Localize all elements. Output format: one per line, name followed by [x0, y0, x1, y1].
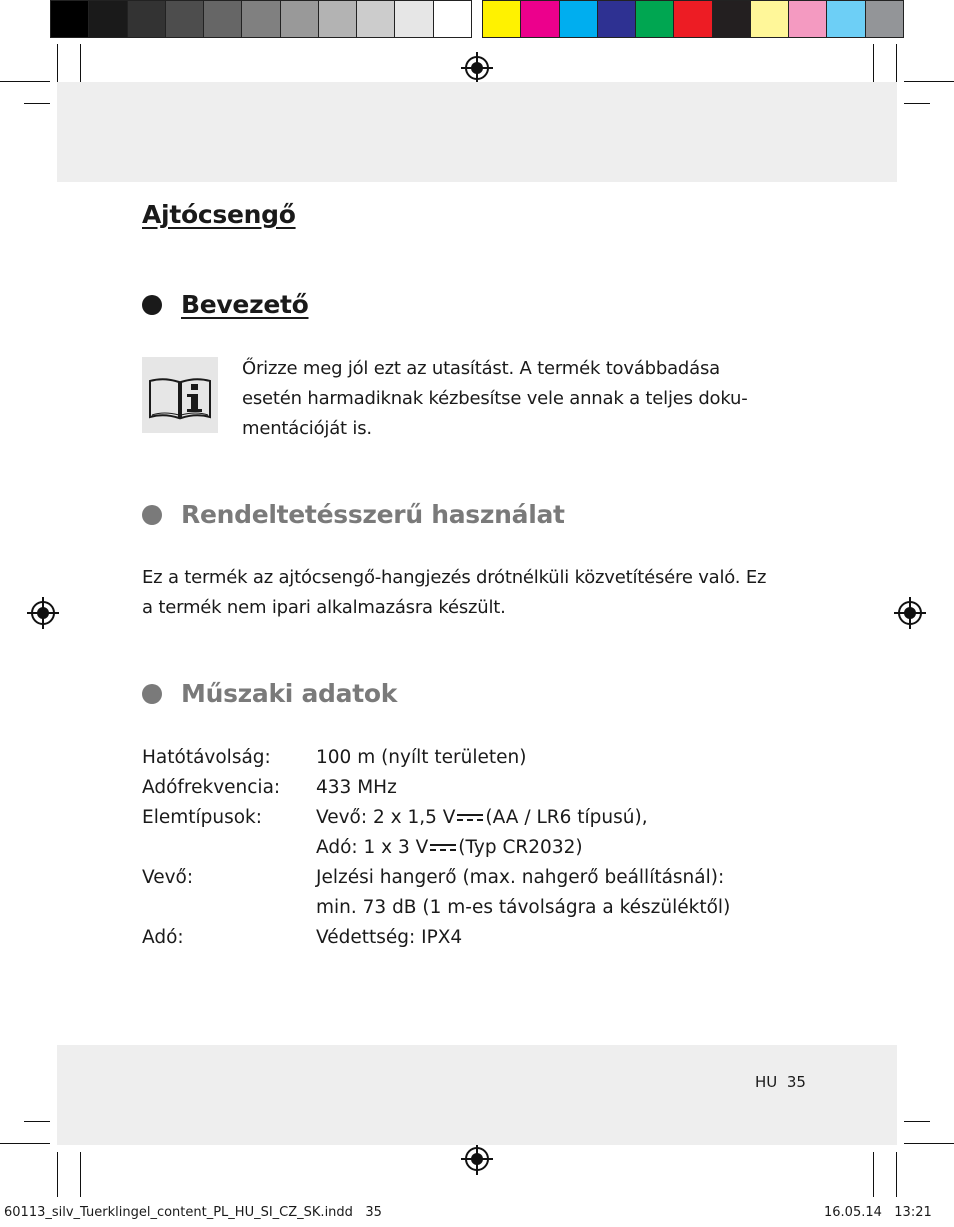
- spec-label: [142, 833, 316, 863]
- bullet-icon: [142, 684, 162, 704]
- spec-label: Hatótávolság:: [142, 747, 271, 768]
- dc-current-icon: [430, 843, 456, 853]
- spec-value: [316, 803, 648, 833]
- color-swatch: [128, 0, 166, 38]
- spec-label: Vevő:: [142, 867, 194, 888]
- page-language: HU: [755, 1073, 778, 1091]
- crop-mark: [904, 103, 930, 104]
- color-swatch: [789, 0, 827, 38]
- color-swatch: [598, 0, 636, 38]
- footer-timestamp: 16.05.14 13:21: [824, 1205, 932, 1220]
- bullet-icon: [142, 295, 162, 315]
- color-swatch: [434, 0, 472, 38]
- page-number-value: 35: [786, 1073, 806, 1091]
- process-color-bar: [482, 0, 904, 40]
- color-swatch: [242, 0, 280, 38]
- crop-mark: [24, 1121, 50, 1122]
- color-swatch: [560, 0, 598, 38]
- spec-value-part: (AA / LR6 típusú),: [485, 807, 648, 828]
- spec-value: 100 m (nyílt területen): [316, 747, 527, 768]
- info-book-icon: [142, 357, 218, 433]
- color-swatch: [395, 0, 433, 38]
- spec-label: Elemtípusok:: [142, 807, 262, 828]
- spec-label: Adófrekvencia:: [142, 777, 281, 798]
- spec-value-part: Vevő: 2 x 1,5 V: [316, 807, 456, 828]
- spec-label: Adó:: [142, 927, 184, 948]
- grayscale-color-bar: [50, 0, 472, 40]
- spec-row: [142, 863, 730, 893]
- bullet-icon: [142, 505, 162, 525]
- crop-mark: [904, 81, 954, 82]
- header-band: [57, 82, 897, 182]
- crop-mark: [80, 1152, 81, 1197]
- spec-label: [142, 893, 316, 923]
- spec-value: Védettség: IPX4: [316, 927, 463, 948]
- spec-value-part: (Typ CR2032): [458, 837, 583, 858]
- registration-mark-top: [461, 52, 493, 84]
- registration-mark-bottom: [461, 1143, 493, 1175]
- color-swatch: [357, 0, 395, 38]
- usage-paragraph: [142, 563, 766, 623]
- spec-row: [142, 893, 730, 923]
- intro-paragraph: [242, 354, 748, 444]
- document-title: Ajtócsengő: [142, 200, 296, 229]
- color-swatch: [674, 0, 712, 38]
- color-swatch: [281, 0, 319, 38]
- footer-band: [57, 1045, 897, 1145]
- section-title: Rendeltetésszerű használat: [181, 500, 565, 529]
- text-line: a termék nem ipari alkalmazásra készült.: [142, 597, 506, 618]
- spec-row: [142, 923, 730, 953]
- crop-mark: [896, 1152, 897, 1197]
- crop-mark: [904, 1121, 930, 1122]
- spec-row: [142, 803, 730, 833]
- text-line: Őrizze meg jól ezt az utasítást. A termék továbbadása: [242, 358, 721, 379]
- color-swatch: [319, 0, 357, 38]
- color-swatch: [713, 0, 751, 38]
- crop-mark: [873, 1152, 874, 1197]
- color-swatch: [521, 0, 559, 38]
- spec-value: Jelzési hangerő (max. nahgerő beállításnál):: [316, 867, 725, 888]
- color-swatch: [482, 0, 521, 38]
- color-swatch: [751, 0, 789, 38]
- section-title: Műszaki adatok: [181, 679, 398, 708]
- spec-value: [316, 833, 583, 863]
- registration-mark-right: [894, 597, 926, 629]
- color-swatch: [866, 0, 904, 38]
- spec-value-part: Adó: 1 x 3 V: [316, 837, 429, 858]
- dc-current-icon: [457, 813, 483, 823]
- section-heading-intro: [142, 290, 309, 319]
- color-swatch: [204, 0, 242, 38]
- footer-filename: 60113_silv_Tuerklingel_content_PL_HU_SI_CZ_SK.indd 35: [4, 1205, 382, 1220]
- crop-mark: [57, 1152, 58, 1197]
- section-title: Bevezető: [181, 290, 309, 319]
- section-heading-specs: [142, 679, 397, 708]
- crop-mark: [0, 1143, 50, 1144]
- color-swatch: [50, 0, 89, 38]
- page-number: [755, 1073, 806, 1091]
- spec-value: min. 73 dB (1 m-es távolságra a készüléktől): [316, 897, 731, 918]
- text-line: esetén harmadiknak kézbesítse vele annak a teljes doku-: [242, 388, 748, 409]
- text-line: Ez a termék az ajtócsengő-hangjezés drótnélküli közvetítésére való. Ez: [142, 567, 767, 588]
- crop-mark: [24, 103, 50, 104]
- spec-row: [142, 833, 730, 863]
- spec-row: [142, 743, 730, 773]
- crop-mark: [904, 1143, 954, 1144]
- registration-mark-left: [27, 597, 59, 629]
- color-swatch: [827, 0, 865, 38]
- spec-row: [142, 773, 730, 803]
- specs-table: [142, 743, 730, 953]
- color-swatch: [166, 0, 204, 38]
- spec-value: 433 MHz: [316, 777, 397, 798]
- color-swatch: [89, 0, 127, 38]
- color-swatch: [636, 0, 674, 38]
- section-heading-usage: [142, 500, 565, 529]
- crop-mark: [0, 81, 50, 82]
- text-line: mentációját is.: [242, 418, 372, 439]
